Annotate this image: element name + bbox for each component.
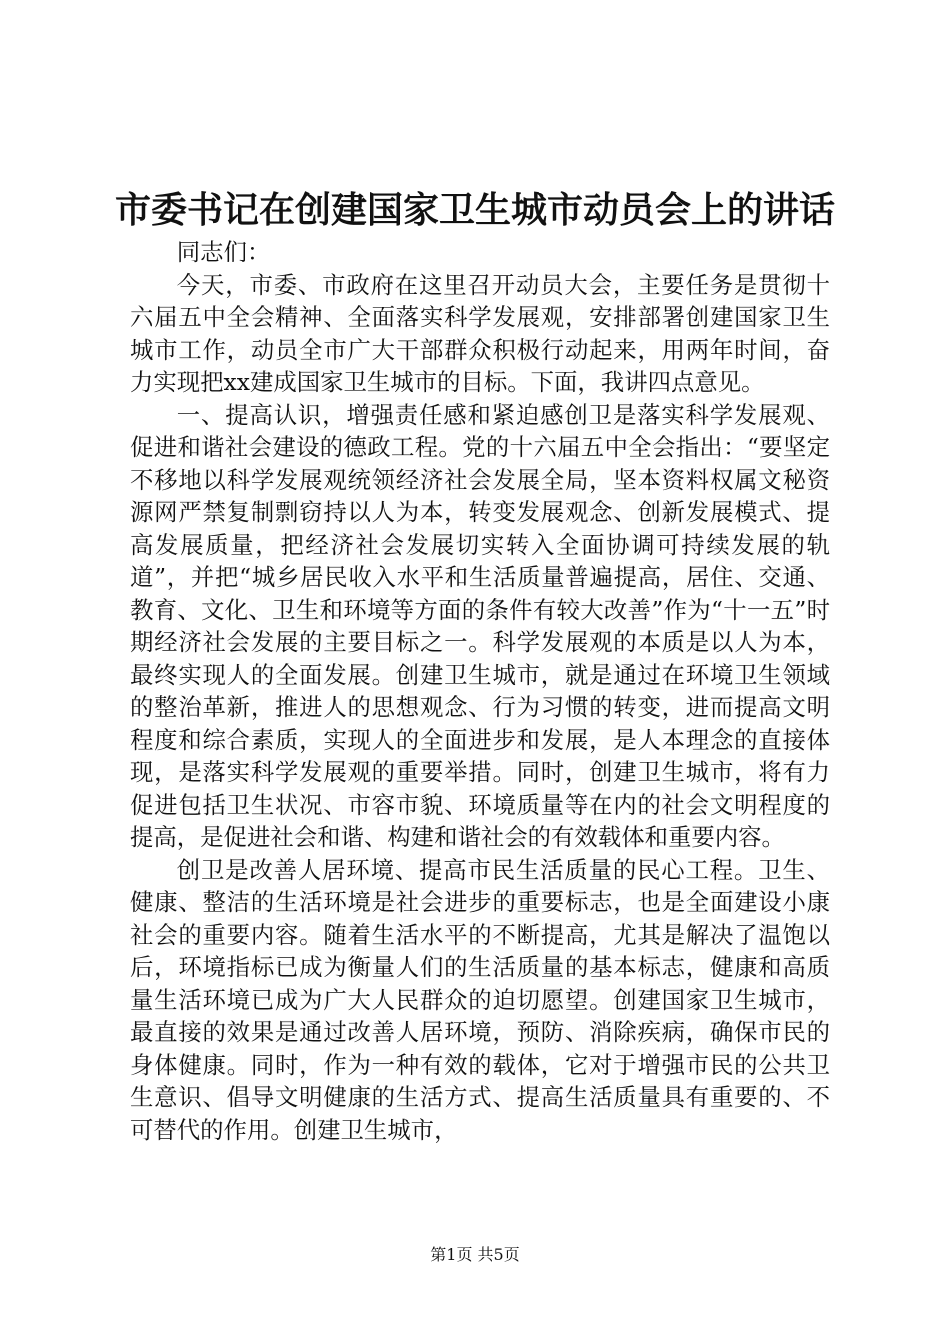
document-body <box>130 236 830 1146</box>
body-paragraph: 今天，市委、市政府在这里召开动员大会，主要任务是贯彻十六届五中全会精神、全面落实科学发展观，安排部署创建国家卫生城市工作，动员全市广大干部群众积极行动起来，用两年时间，奋力实现把xx建成国家卫生城市的目标。下面，我讲四点意见。 <box>130 270 830 396</box>
salutation-paragraph: 同志们： <box>176 238 271 266</box>
body-paragraph: 创卫是改善人居环境、提高市民生活质量的民心工程。卫生、健康、整洁的生活环境是社会进步的重要标志，也是全面建设小康社会的重要内容。随着生活水平的不断提高，尤其是解决了温饱以后，环境指标已成为衡量人们的生活质量的基本标志，健康和高质量生活环境已成为广大人民群众的迫切愿望。创建国家卫生城市，最直接的效果是通过改善人居环境，预防、消除疾病，确保市民的身体健康。同时，作为一种有效的载体，它对于增强市民的公共卫生意识、倡导文明健康的生活方式、提高生活质量具有重要的、不可替代的作用。创建卫生城市， <box>130 855 830 1144</box>
page-number-footer: 第1页 共5页 <box>430 1245 520 1264</box>
document-title: 市委书记在创建国家卫生城市动员会上的讲话 <box>114 189 835 231</box>
body-paragraph: 一、提高认识，增强责任感和紧迫感创卫是落实科学发展观、促进和谐社会建设的德政工程。党的十六届五中全会指出：“要坚定不移地以科学发展观统领经济社会发展全局，坚本资料权属文秘资源网严禁复制剽窃持以人为本，转变发展观念、创新发展模式、提高发展质量，把经济社会发展切实转入全面协调可持续发展的轨道”，并把“城乡居民收入水平和生活质量普遍提高，居住、交通、教育、文化、卫生和环境等方面的条件有较大改善”作为“十一五”时期经济社会发展的主要目标之一。科学发展观的本质是以人为本，最终实现人的全面发展。创建卫生城市，就是通过在环境卫生领域的整治革新，推进人的思想观念、行为习惯的转变，进而提高文明程度和综合素质，实现人的全面进步和发展，是人本理念的直接体现，是落实科学发展观的重要举措。同时，创建卫生城市，将有力促进包括卫生状况、市容市貌、环境质量等在内的社会文明程度的提高，是促进社会和谐、构建和谐社会的有效载体和重要内容。 <box>130 400 830 851</box>
